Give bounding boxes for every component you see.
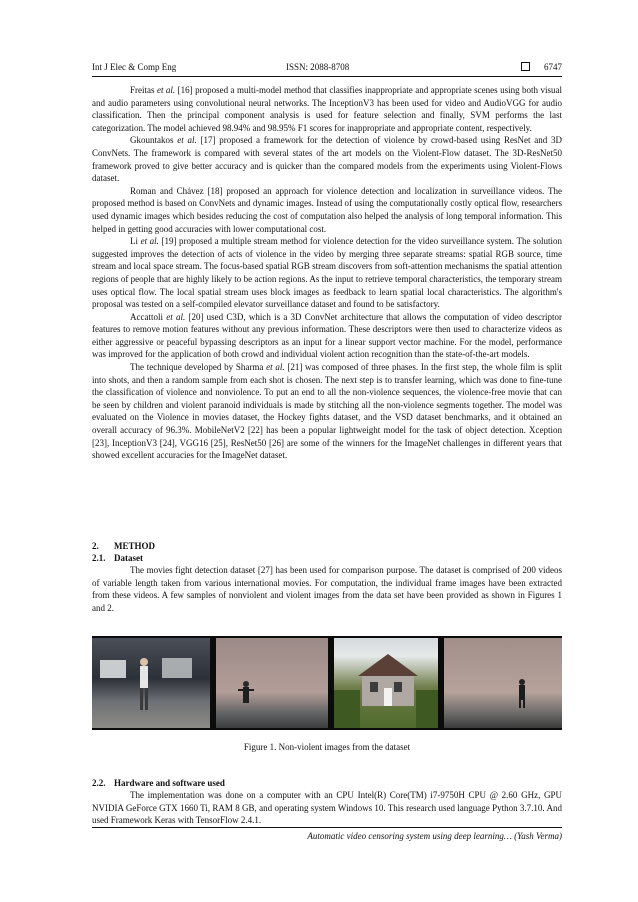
running-footer: Automatic video censoring system using deep learning… (Yash Verma) [307, 831, 562, 841]
subsection-heading-dataset: 2.1. Dataset [92, 553, 143, 563]
nonviolent-image-4 [444, 638, 562, 728]
subsection-heading-hardware: 2.2. Hardware and software used [92, 778, 225, 788]
footer-rule [92, 827, 562, 828]
page-number-group [521, 60, 562, 74]
paragraph-freitas: Freitas et al. [16] proposed a multi-model method that classifies inappropriate and appropriate scenes using both visual and audio parameters using convolutional neural networks. The InceptionV3 has been used for video and AudioVGG for audio classification. Then the principal component analysis is used for feature selection and finally, SVM performs the last categorization. The model achieved 98.94% and 98.95% F1 scores for inappropriate and appropriate content, respectively. [92, 85, 563, 133]
figure-1-images [92, 636, 562, 730]
nonviolent-image-3 [334, 638, 438, 728]
journal-name: Int J Elec & Comp Eng [92, 62, 177, 72]
paragraph-accattoli: Accattoli et al. [20] used C3D, which is a 3D ConvNet architecture that allows the computation of video descriptor features to remove motion features without any previous information. These descriptors were then used to characterize videos as either aggressive or peaceful bypassing descriptors as an input for a linear support vector machine. For the model, performance was improved for the application of both crowd and individual violent action recognition than the state-of-the-art models. [92, 311, 563, 360]
figure-1-caption: Figure 1. Non-violent images from the dataset [243, 742, 411, 752]
paragraph-roman: Roman and Chávez [18] proposed an approach for violence detection and localization in surveillance videos. The proposed method is based on ConvNets and dynamic images. Instead of using the computationally costly optical flow, researchers used dynamic images which besides reducing the cost of computation also helped the analysis of long temporal information. This helped in getting good accuracies with lower computational cost. [92, 185, 562, 234]
section-heading-method: 2. METHOD [92, 541, 156, 551]
nonviolent-image-2 [216, 638, 328, 728]
issn: ISSN: 2088-8708 [286, 62, 350, 72]
paragraph-gkountakos: Gkountakos et al. [17] proposed a framework for the detection of violence by crowd-based using ResNet and 3D ConvNets. The framework is compared with several states of the art models on the Violent-Flow dataset. The 3D-ResNet50 framework proved to give better accuracy and is quicker than the compared models from the experiments using Violent-Flows dataset. [92, 135, 563, 184]
related-work-text [92, 84, 562, 462]
page-number: 6747 [544, 62, 562, 72]
nonviolent-image-1 [92, 638, 210, 728]
hardware-text: The implementation was done on a computer with an CPU Intel(R) Core(TM) i7-9750H CPU @ 2.60 GHz, GPU NVIDIA GeForce GTX 1660 Ti, RAM 8 GB, and operating system Windows 10. This research used language Python 3.7.10. And used Framework Keras with TensorFlow 2.4.1. [92, 790, 562, 826]
checkbox-square-icon [521, 62, 530, 71]
header-rule [92, 76, 562, 77]
paragraph-li: Li et al. [19] proposed a multiple stream method for violence detection for the video surveillance system. The solution suggested improves the detection of acts of violence in the video by merging three separate streams: spatial RGB source, time stream and local space stream. The focus-based spatial RGB stream discovers from soft-attention mechanisms the spatial attention regions of people that are highly likely to be action regions. As the input to retrieve temporal characteristics, the temporary stream uses optical flow. The local spatial stream uses block images as feedback to learn spatial local characteristics. The algorithm's proposal was tested on a self-compiled elevator surveillance dataset and found to be satisfactory. [92, 236, 563, 310]
running-header [92, 60, 562, 74]
dataset-text: The movies fight detection dataset [27] has been used for comparison purpose. The dataset is comprised of 200 videos of variable length taken from various international movies. For computation, the individual frame images have been extracted from these videos. A few samples of nonviolent and violent images from the data set have been provided as shown in Figures 1 and 2. [92, 565, 562, 613]
paragraph-sharma: The technique developed by Sharma et al. [21] was composed of three phases. In the first step, the whole film is split into shots, and then a random sample from each shot is chosen. The next step is to transfer learning, which was done to fine-tune the classification of violence and nonviolence. To put an end to all the non-violence sequences, the violence-free movie that can be seen by children and violent paranoid individuals is made by stitching all the non-violence segments together. The model was evaluated on the Violence in movies dataset, the Hockey fights dataset, and the VSD dataset benchmarks, and it obtained an overall accuracy of 96.3%. MobileNetV2 [22] has been a popular lightweight model for the task of object detection. Xception [23], InceptionV3 [24], VGG16 [25], ResNet50 [26] are some of the winners for the ImageNet challenges in different years that showed excellent accuracies for the ImageNet dataset. [92, 362, 562, 461]
